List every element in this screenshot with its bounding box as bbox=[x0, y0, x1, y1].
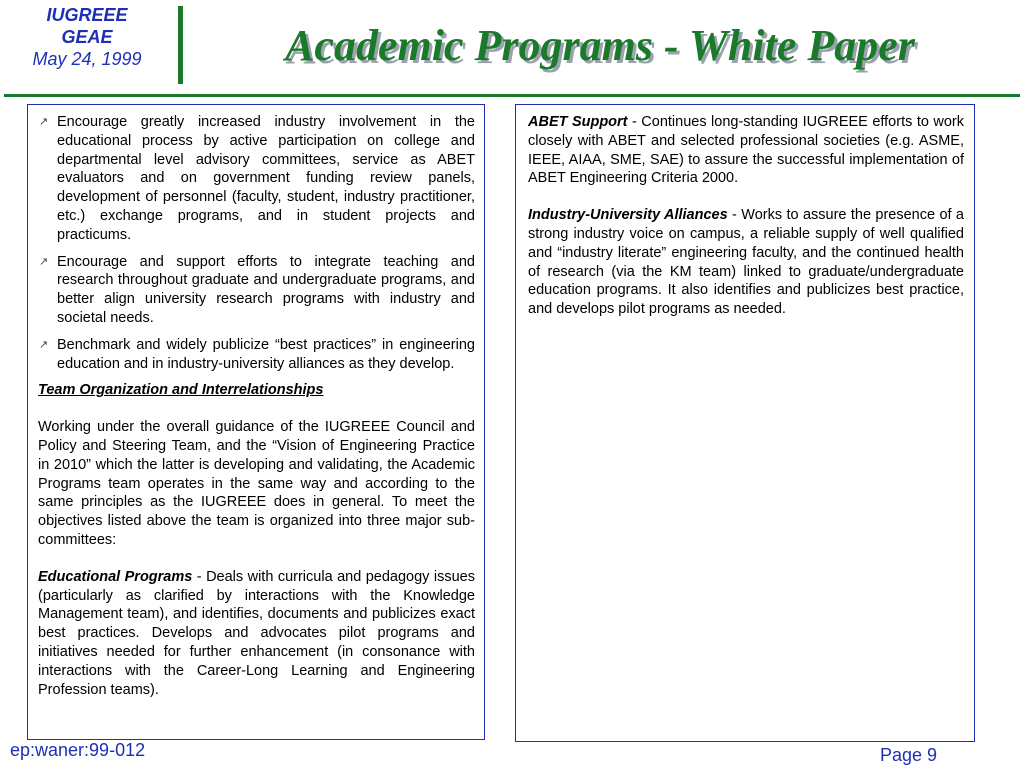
list-item-text: Encourage and support efforts to integrate teaching and research throughout graduate and undergraduate programs, and better align university research programs with industry and societal needs. bbox=[57, 253, 475, 326]
org-subname: GEAE bbox=[61, 27, 113, 47]
educational-programs-lead: Educational Programs bbox=[38, 568, 193, 585]
educational-programs-text: - Deals with curricula and pedagogy issues (particularly as clarified by interactions with the Knowledge Management team), and identifies, documents and publicizes exact best practices. Develops and advocates pilot programs and initiatives needed for further enhancement (in consonance with interactions with the Career-Long Learning and Engineering Profession teams). bbox=[38, 568, 475, 698]
left-column bbox=[27, 104, 485, 740]
header-divider bbox=[178, 6, 183, 84]
section-heading: Team Organization and Interrelationships bbox=[38, 382, 324, 399]
abet-support-lead: ABET Support bbox=[528, 114, 628, 130]
header-rule bbox=[4, 94, 1020, 97]
team-organization-paragraph: Working under the overall guidance of the IUGREEE Council and Policy and Steering Team, and the “Vision of Engineering Practice in 2010” which the latter is developing and validating, the Academic Programs team operates in the same way and according to the same principles as the IUGREEE does in general. To meet the objectives listed above the team is organized into three major sub-committees: bbox=[38, 419, 475, 548]
org-name: IUGREEE bbox=[46, 5, 128, 25]
list-item bbox=[38, 253, 475, 328]
list-item bbox=[38, 336, 475, 374]
right-column bbox=[515, 104, 975, 742]
industry-alliances-paragraph bbox=[528, 206, 964, 319]
document-date: May 24, 1999 bbox=[32, 49, 142, 69]
industry-alliances-lead: Industry-University Alliances bbox=[528, 207, 728, 224]
educational-programs-paragraph bbox=[38, 568, 475, 700]
arrow-up-right-icon: ↗ bbox=[39, 255, 49, 268]
list-item-text: Encourage greatly increased industry involvement in the educational process by active participation on college and departmental level advisory committees, service as ABET evaluators and on government funding review panels, development of personnel (faculty, student, industry practitioner, etc.) exchange programs, and in student projects and practicums. bbox=[57, 114, 475, 243]
document-id: ep:waner:99-012 bbox=[10, 740, 146, 760]
arrow-up-right-icon: ↗ bbox=[39, 116, 49, 128]
organization-block bbox=[0, 4, 174, 70]
list-item bbox=[38, 113, 475, 245]
objectives-list bbox=[38, 113, 475, 373]
page-number: Page 9 bbox=[880, 745, 938, 765]
arrow-up-right-icon: ↗ bbox=[39, 338, 49, 351]
abet-support-paragraph bbox=[528, 113, 964, 188]
page-title: Academic Programs - White Paper bbox=[285, 21, 915, 70]
abet-support-text: - Continues long-standing IUGREEE efforts to work closely with ABET and selected professional societies (e.g. ASME, IEEE, AIAA, SME, SAE) to assure the successful implementation of ABET Engineering Criteria 2000. bbox=[528, 114, 964, 187]
industry-alliances-text: - Works to assure the presence of a strong industry voice on campus, a reliable supply of well qualified and “industry literate” engineering faculty, and the continued health of research (via the KM team) linked to graduate/undergraduate education programs. It also identifies and publicizes best practice, and develops pilot programs as needed. bbox=[528, 207, 964, 318]
list-item-text: Benchmark and widely publicize “best practices” in engineering education and in industry-university alliances as they develop. bbox=[57, 336, 475, 372]
